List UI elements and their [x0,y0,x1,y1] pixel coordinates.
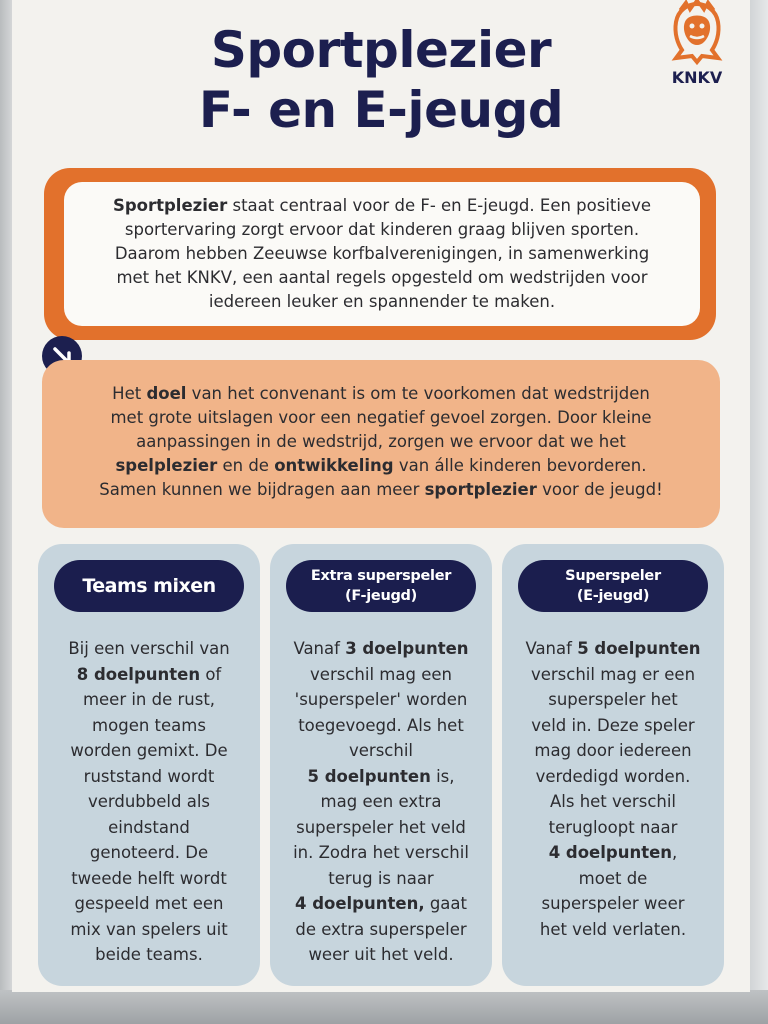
title-line-1: Sportplezier [210,21,552,79]
text-line [64,454,698,478]
rule-heading [54,560,244,612]
text-line [46,840,252,866]
text-line [64,430,698,454]
text-segment: superspeler weer [541,894,685,913]
rule-text [46,636,252,968]
text-segment: 'superspeler' worden [294,690,468,709]
text-segment: worden gemixt. De [70,741,228,760]
poster [12,0,750,992]
text-segment: van het convenant is om te voorkomen dat wedstrijden [186,384,650,403]
text-segment: genoteerd. De [89,843,209,862]
text-line [510,713,716,739]
text-line [46,917,252,943]
text-line [510,840,716,866]
text-line [510,891,716,917]
text-segment: van álle kinderen bevorderen. [393,456,647,475]
text-line [278,866,484,892]
text-segment: toegevoegd. Als het [298,715,464,735]
text-segment: in. Zodra het verschil [293,843,469,862]
text-line [278,662,484,688]
text-segment: mag door iedereen [534,741,692,760]
text-line [510,636,716,662]
text-segment: het veld verlaten. [539,919,687,939]
intro-text [64,182,700,326]
bold-text: ontwikkeling [274,456,394,475]
lion-crest-icon [668,0,726,66]
text-segment: aanpassingen in de wedstrijd, zorgen we ervoor dat we het [136,432,626,451]
text-segment: Bij een verschil van [68,639,230,658]
text-line [46,636,252,662]
text-line [82,218,682,242]
rule-text [278,636,484,968]
text-line [278,891,484,917]
text-segment: verschil mag er een [530,664,696,684]
text-line [510,687,716,713]
text-line [46,942,252,968]
text-segment: moet de [578,868,648,888]
text-line [278,789,484,815]
background-wall [748,0,768,1024]
bold-text: 4 doelpunten [548,843,673,862]
text-line [510,917,716,943]
text-line [510,815,716,841]
text-segment: verdedigd worden. [535,766,691,786]
bold-text: sportplezier [424,480,537,499]
text-segment: voor de jeugd! [536,480,663,499]
text-segment: Het [112,384,147,403]
text-line [46,713,252,739]
rule-heading [286,560,476,612]
text-segment: eindstand [108,817,190,837]
text-line [46,789,252,815]
rule-heading-line: Extra superspeler [310,568,452,584]
rule-card-superspeler [502,544,724,986]
text-line [46,815,252,841]
text-line [82,266,682,290]
text-line [278,687,484,713]
text-line [510,738,716,764]
bold-text: Sportplezier [112,196,228,215]
text-line [46,738,252,764]
text-line [46,891,252,917]
bold-text: 8 doelpunten [76,664,201,684]
text-line [46,866,252,892]
text-line [46,687,252,713]
photo-frame-edge [0,0,12,1000]
text-segment: terug is naar [328,868,434,888]
text-segment: superspeler het veld [296,817,466,837]
intro-box [44,168,716,340]
bold-text: doel [146,384,187,403]
text-line [64,406,698,430]
text-segment: weer uit het veld. [308,945,454,964]
text-segment: meer in de rust, [82,690,216,709]
text-line [278,815,484,841]
text-line [510,789,716,815]
text-line [278,764,484,790]
background-table [0,990,768,1024]
text-line [278,636,484,662]
text-line [278,713,484,739]
goal-box [42,360,720,528]
text-line [510,764,716,790]
text-line [64,382,698,406]
text-segment: veld in. Deze speler [531,715,695,735]
text-segment: , [672,843,678,862]
rule-heading-line: (E-jeugd) [576,588,650,604]
text-segment: Vanaf [525,639,578,658]
text-segment: de extra superspeler [295,919,467,939]
rule-heading-line: Teams mixen [82,575,216,597]
text-segment: is, [430,766,455,786]
text-segment: mogen teams [92,715,206,735]
bold-text: 3 doelpunten [345,639,469,658]
text-segment: staat centraal voor de F- en E-jeugd. Een positieve [227,196,652,215]
text-segment: Als het verschil [549,792,677,811]
poster-title [12,20,750,140]
text-segment: gaat [424,894,468,913]
text-line [278,738,484,764]
text-segment: tweede helft wordt [71,868,227,888]
text-line [510,866,716,892]
text-line [46,662,252,688]
rule-heading [518,560,708,612]
text-segment: verschil [349,741,413,760]
text-segment: iedereen leuker en spannender te maken. [208,292,556,311]
text-line [64,478,698,502]
rule-card-extra-superspeler [270,544,492,986]
text-segment: mix van spelers uit [70,919,228,939]
rule-heading-line: (F-jeugd) [345,588,417,604]
text-segment: Daarom hebben Zeeuwse korfbalverenigingen, in samenwerking [114,244,650,263]
rule-text [510,636,716,942]
text-line [278,942,484,968]
text-segment: verschil mag een [310,664,452,684]
bold-text: 5 doelpunten [577,639,701,658]
text-segment: gespeeld met een [74,894,224,913]
text-line [46,764,252,790]
text-segment: terugloopt naar [548,817,678,837]
text-segment: beide teams. [95,945,203,964]
rule-card-teams-mixen [38,544,260,986]
logo-text: KNKV [671,68,723,87]
text-segment: met het KNKV, een aantal regels opgesteld om wedstrijden voor [116,268,648,287]
text-segment: met grote uitslagen voor een negatief gevoel zorgen. Door kleine [110,408,652,427]
knkv-logo [660,0,734,100]
text-segment: superspeler het [548,690,678,709]
text-line [278,840,484,866]
text-line [510,662,716,688]
text-segment: of [200,664,222,684]
text-line [278,917,484,943]
text-line [82,242,682,266]
text-segment: en de [217,456,275,475]
title-line-2: F- en E-jeugd [198,81,564,139]
text-segment: Vanaf [293,639,346,658]
bold-text: 4 doelpunten, [294,894,425,913]
text-segment: verdubbeld als [87,792,211,811]
rule-heading-line: Superspeler [565,568,661,584]
text-line [82,194,682,218]
text-segment: sportervaring zorgt ervoor dat kinderen graag blijven sporten. [124,220,640,239]
text-segment: mag een extra [320,792,442,811]
text-segment: Samen kunnen we bijdragen aan meer [99,480,425,499]
bold-text: 5 doelpunten [307,766,431,786]
text-line [82,290,682,314]
bold-text: spelplezier [115,456,218,475]
text-segment: ruststand wordt [83,766,215,786]
